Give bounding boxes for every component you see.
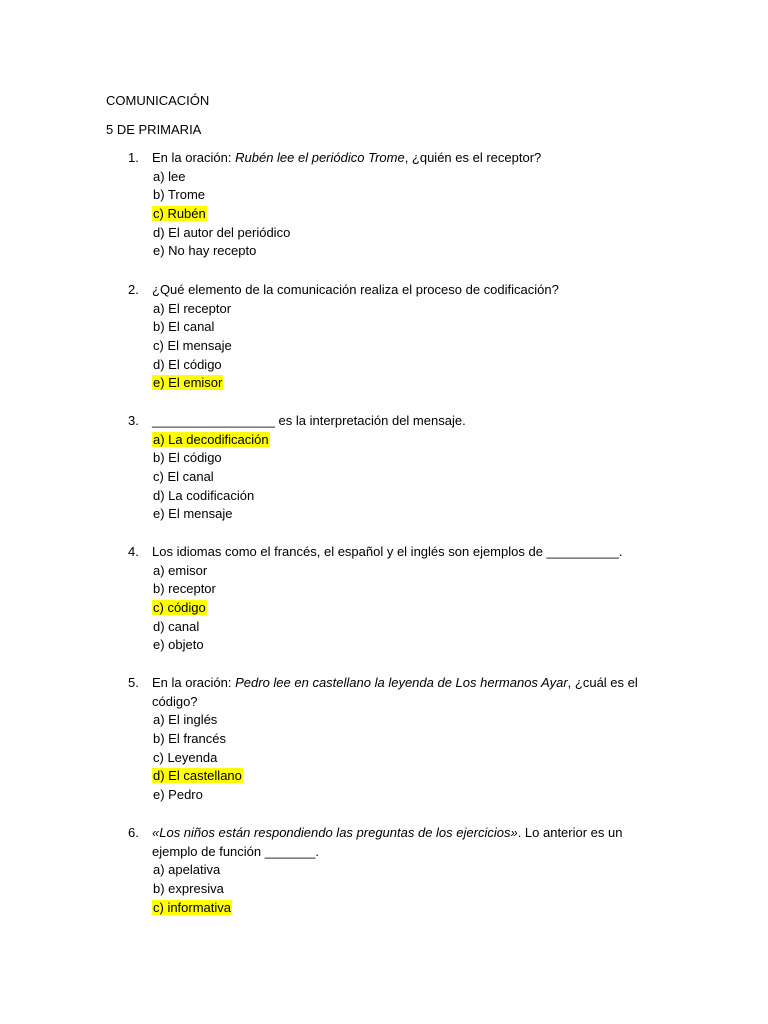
question-text-suffix: . Lo anterior es un ejemplo de función _______. bbox=[152, 825, 623, 859]
answer-option bbox=[152, 449, 668, 468]
subject-heading: COMUNICACIÓN bbox=[106, 93, 210, 108]
question-number: 5. bbox=[128, 675, 139, 690]
question-text bbox=[152, 412, 668, 431]
answer-options bbox=[152, 562, 668, 655]
answer-option-label: e) Pedro bbox=[153, 787, 203, 803]
question-text bbox=[152, 281, 668, 300]
answer-option-label: b) receptor bbox=[153, 581, 216, 597]
answer-option bbox=[152, 505, 668, 524]
answer-option-correct bbox=[152, 899, 668, 918]
question-number: 2. bbox=[128, 282, 139, 297]
answer-option-label: d) canal bbox=[153, 618, 200, 634]
answer-option-label: e) El mensaje bbox=[153, 506, 233, 522]
answer-option-label: d) El castellano bbox=[153, 768, 242, 784]
question-text-italic: Pedro lee en castellano la leyenda de Los hermanos Ayar bbox=[235, 675, 568, 690]
question-3 bbox=[128, 412, 668, 524]
answer-option-correct bbox=[152, 599, 668, 618]
question-text-prefix: ¿Qué elemento de la comunicación realiza el proceso de codificación? bbox=[152, 282, 559, 297]
answer-option-correct bbox=[152, 767, 668, 786]
answer-option-label: a) lee bbox=[153, 168, 186, 184]
question-1 bbox=[128, 149, 668, 261]
question-2 bbox=[128, 281, 668, 393]
answer-option-label: c) El mensaje bbox=[153, 338, 232, 354]
answer-option bbox=[152, 186, 668, 205]
answer-option bbox=[152, 487, 668, 506]
answer-option-label: b) El francés bbox=[153, 731, 226, 747]
question-text-prefix: Los idiomas como el francés, el español y el inglés son ejemplos de __________. bbox=[152, 544, 623, 559]
answer-option bbox=[152, 880, 668, 899]
answer-option-label: e) objeto bbox=[153, 637, 204, 653]
answer-option-label: d) La codificación bbox=[153, 487, 255, 503]
answer-option-label: a) El inglés bbox=[153, 712, 218, 728]
question-stem bbox=[128, 674, 668, 711]
question-6 bbox=[128, 824, 668, 917]
answer-options bbox=[152, 168, 668, 261]
question-text bbox=[152, 674, 668, 711]
question-text-prefix: En la oración: bbox=[152, 150, 236, 165]
question-number: 1. bbox=[128, 150, 139, 165]
answer-option bbox=[152, 318, 668, 337]
answer-option bbox=[152, 786, 668, 805]
answer-option bbox=[152, 618, 668, 637]
answer-option-label: d) El autor del periódico bbox=[153, 224, 291, 240]
question-text bbox=[152, 543, 668, 562]
answer-option-label: c) Leyenda bbox=[153, 749, 218, 765]
answer-option-label: b) expresiva bbox=[153, 881, 224, 897]
question-number: 4. bbox=[128, 544, 139, 559]
answer-option bbox=[152, 562, 668, 581]
answer-option bbox=[152, 224, 668, 243]
answer-option bbox=[152, 300, 668, 319]
answer-option-correct bbox=[152, 205, 668, 224]
question-stem bbox=[128, 543, 668, 562]
question-text bbox=[152, 824, 668, 861]
answer-option bbox=[152, 356, 668, 375]
answer-option bbox=[152, 636, 668, 655]
answer-option bbox=[152, 337, 668, 356]
grade-heading: 5 DE PRIMARIA bbox=[106, 122, 202, 137]
question-text-italic: «Los niños están respondiendo las preguntas de los ejercicios» bbox=[152, 825, 518, 840]
answer-option-label: b) Trome bbox=[153, 187, 206, 203]
answer-option-label: b) El código bbox=[153, 450, 222, 466]
question-5 bbox=[128, 674, 668, 805]
answer-option-correct bbox=[152, 374, 668, 393]
question-number: 3. bbox=[128, 413, 139, 428]
question-stem bbox=[128, 412, 668, 431]
answer-option bbox=[152, 168, 668, 187]
answer-option-label: c) Rubén bbox=[153, 206, 206, 222]
answer-option bbox=[152, 749, 668, 768]
question-number: 6. bbox=[128, 825, 139, 840]
answer-option-correct bbox=[152, 431, 668, 450]
answer-option-label: a) La decodificación bbox=[153, 431, 269, 447]
answer-option bbox=[152, 580, 668, 599]
answer-option bbox=[152, 468, 668, 487]
answer-option-label: c) El canal bbox=[153, 469, 214, 485]
question-text-suffix: , ¿quién es el receptor? bbox=[404, 150, 542, 165]
question-text-prefix: En la oración: bbox=[152, 675, 236, 690]
answer-options bbox=[152, 711, 668, 804]
answer-options bbox=[152, 861, 668, 917]
question-stem bbox=[128, 281, 668, 300]
answer-option-label: a) emisor bbox=[153, 562, 208, 578]
answer-option-label: a) El receptor bbox=[153, 300, 232, 316]
question-text-prefix: _________________ es la interpretación del mensaje. bbox=[152, 413, 466, 428]
answer-option-label: e) No hay recepto bbox=[153, 243, 257, 259]
answer-option-label: d) El código bbox=[153, 356, 222, 372]
answer-option bbox=[152, 730, 668, 749]
answer-option bbox=[152, 242, 668, 261]
answer-options bbox=[152, 431, 668, 524]
question-4 bbox=[128, 543, 668, 655]
answer-options bbox=[152, 300, 668, 393]
question-text bbox=[152, 149, 668, 168]
answer-option-label: c) informativa bbox=[153, 899, 232, 915]
answer-option bbox=[152, 861, 668, 880]
question-text-italic: Rubén lee el periódico Trome bbox=[235, 150, 405, 165]
question-stem bbox=[128, 824, 668, 861]
answer-option-label: b) El canal bbox=[153, 319, 215, 335]
question-text-suffix: , ¿cuál es el código? bbox=[152, 675, 638, 709]
answer-option bbox=[152, 711, 668, 730]
answer-option-label: e) El emisor bbox=[153, 375, 223, 391]
question-stem bbox=[128, 149, 668, 168]
answer-option-label: a) apelativa bbox=[153, 862, 221, 878]
answer-option-label: c) código bbox=[153, 600, 206, 616]
